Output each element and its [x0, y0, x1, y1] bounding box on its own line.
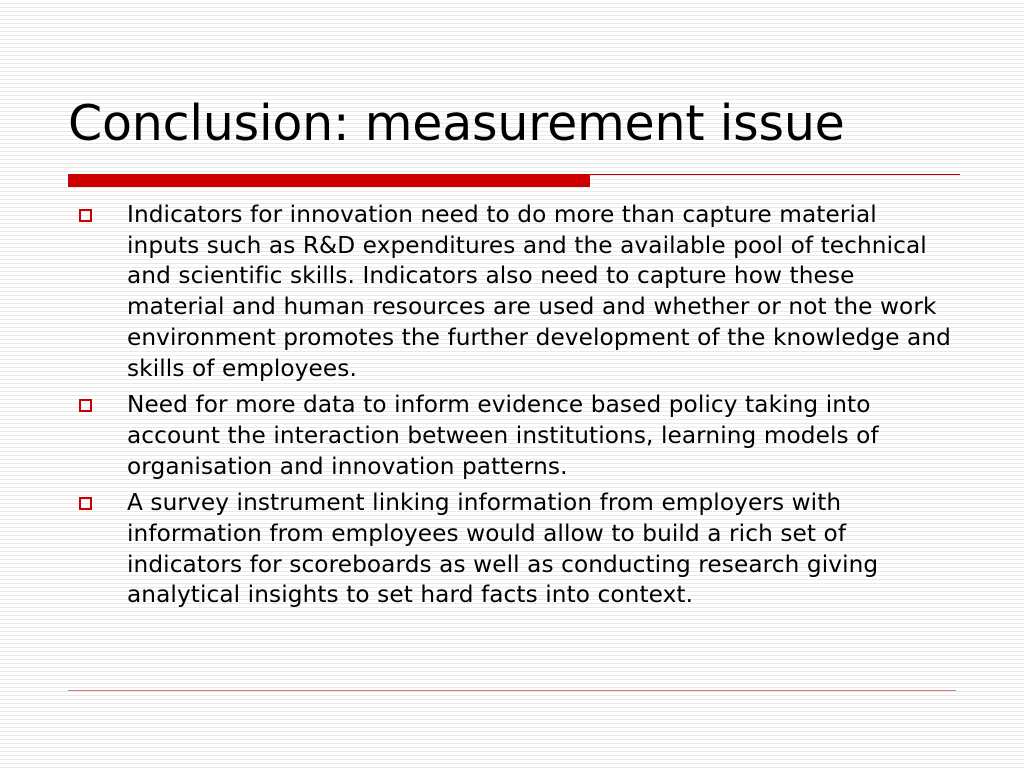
title-underline-thick-bar [68, 174, 590, 187]
bullet-item [76, 390, 956, 482]
hollow-square-bullet-icon [79, 399, 92, 412]
bullet-item [76, 488, 956, 611]
title-underline-thin-line [590, 174, 960, 175]
bullet-text: A survey instrument linking information from employers with information from employees would allow to build a rich set of indicators for scoreboards as well as conducting research giving analytical insights to set hard facts into context. [127, 489, 879, 609]
hollow-square-bullet-icon [79, 209, 92, 222]
bullet-text: Indicators for innovation need to do more than capture material inputs such as R&D expenditures and the available pool of technical and scientific skills. Indicators also need to capture how these material and human resources are used and whether or not the work environment promotes the further development of the knowledge and skills of employees. [127, 201, 951, 382]
bullet-list [76, 200, 956, 617]
footer-divider-line [68, 690, 956, 691]
title-underline [68, 174, 960, 188]
hollow-square-bullet-icon [79, 497, 92, 510]
bullet-item [76, 200, 956, 384]
slide-title: Conclusion: measurement issue [68, 95, 845, 152]
bullet-text: Need for more data to inform evidence based policy taking into account the interaction between institutions, learning models of organisation and innovation patterns. [127, 391, 879, 480]
